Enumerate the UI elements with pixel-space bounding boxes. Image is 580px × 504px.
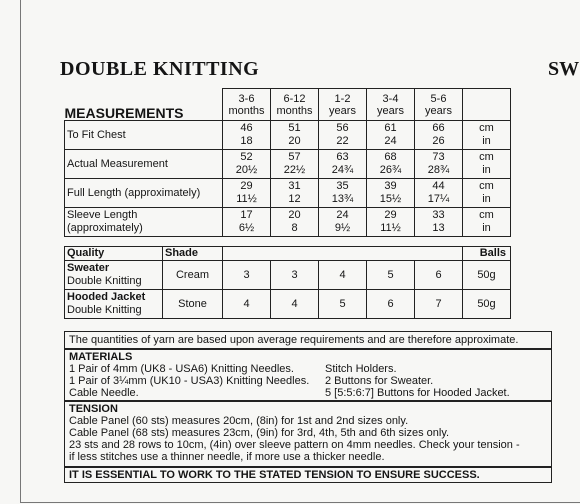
measurement-value: 39 15½ xyxy=(367,179,415,208)
unit-label: cm in xyxy=(463,121,511,150)
yarn-row xyxy=(65,290,511,319)
material-item: 1 Pair of 4mm (UK8 - USA6) Knitting Needles. xyxy=(69,363,294,375)
tension-line: Cable Panel (68 sts) measures 23cm, (9in) for 3rd, 4th, 5th and 6th sizes only. xyxy=(69,427,450,439)
yarn-balls-value: 7 xyxy=(415,290,463,319)
measurement-value: 20 8 xyxy=(271,208,319,237)
yarn-row xyxy=(65,261,511,290)
measurement-label: To Fit Chest xyxy=(65,121,223,150)
yarn-unit: 50g xyxy=(463,290,511,319)
balls-header: Balls xyxy=(463,247,511,261)
yarn-table xyxy=(64,246,511,319)
quality-header: Quality xyxy=(65,247,163,261)
yarn-shade: Cream xyxy=(163,261,223,290)
tension-box xyxy=(64,401,552,467)
unit-header xyxy=(463,89,511,121)
yarn-item-label: Sweater Double Knitting xyxy=(65,261,163,290)
measurement-value: 44 17¼ xyxy=(415,179,463,208)
material-item: Cable Needle. xyxy=(69,387,139,399)
measurement-row xyxy=(65,179,511,208)
measurement-row xyxy=(65,208,511,237)
page-title-right: SW xyxy=(548,58,580,80)
measurement-value: 31 12 xyxy=(271,179,319,208)
measurement-value: 24 9½ xyxy=(319,208,367,237)
size-header: 3-6 months xyxy=(223,89,271,121)
yarn-balls-value: 3 xyxy=(271,261,319,290)
tension-heading: TENSION xyxy=(69,403,118,415)
measurement-value: 63 24¾ xyxy=(319,150,367,179)
unit-label: cm in xyxy=(463,208,511,237)
yarn-unit: 50g xyxy=(463,261,511,290)
yarn-balls-value: 4 xyxy=(223,290,271,319)
measurement-value: 56 22 xyxy=(319,121,367,150)
materials-box xyxy=(64,349,552,401)
material-item: 2 Buttons for Sweater. xyxy=(325,375,434,387)
unit-label: cm in xyxy=(463,150,511,179)
materials-heading: MATERIALS xyxy=(69,351,133,363)
yarn-shade: Stone xyxy=(163,290,223,319)
measurement-value: 29 11½ xyxy=(367,208,415,237)
measurement-value: 51 20 xyxy=(271,121,319,150)
yarn-body xyxy=(65,261,511,319)
measurement-value: 61 24 xyxy=(367,121,415,150)
measurement-value: 66 26 xyxy=(415,121,463,150)
size-header: 6-12 months xyxy=(271,89,319,121)
measurement-row xyxy=(65,121,511,150)
yarn-balls-value: 3 xyxy=(223,261,271,290)
measurement-value: 68 26¾ xyxy=(367,150,415,179)
shade-header: Shade xyxy=(163,247,223,261)
size-header: 1-2 years xyxy=(319,89,367,121)
page-title: DOUBLE KNITTING xyxy=(60,58,260,80)
size-header: 5-6 years xyxy=(415,89,463,121)
measurement-row xyxy=(65,150,511,179)
yarn-balls-value: 6 xyxy=(367,290,415,319)
unit-label: cm in xyxy=(463,179,511,208)
measurement-value: 46 18 xyxy=(223,121,271,150)
yarn-item-label: Hooded Jacket Double Knitting xyxy=(65,290,163,319)
measurement-label: Full Length (approximately) xyxy=(65,179,223,208)
material-item: 1 Pair of 3¼mm (UK10 - USA3) Knitting Needles. xyxy=(69,375,310,387)
tension-warning: IT IS ESSENTIAL TO WORK TO THE STATED TENSION TO ENSURE SUCCESS. xyxy=(64,467,552,483)
measurement-label: Actual Measurement xyxy=(65,150,223,179)
size-header: 3-4 years xyxy=(367,89,415,121)
yarn-balls-value: 5 xyxy=(367,261,415,290)
yarn-balls-value: 5 xyxy=(319,290,367,319)
yarn-balls-value: 4 xyxy=(271,290,319,319)
yarn-balls-value: 4 xyxy=(319,261,367,290)
measurements-body xyxy=(65,121,511,237)
yarn-balls-value: 6 xyxy=(415,261,463,290)
measurements-table xyxy=(64,88,511,237)
material-item: Stitch Holders. xyxy=(325,363,397,375)
measurement-value: 33 13 xyxy=(415,208,463,237)
tension-line: Cable Panel (60 sts) measures 20cm, (8in) for 1st and 2nd sizes only. xyxy=(69,415,409,427)
material-item: 5 [5:5:6:7] Buttons for Hooded Jacket. xyxy=(325,387,510,399)
measurement-value: 29 11½ xyxy=(223,179,271,208)
tension-line: if less stitches use a thinner needle, if more use a thicker needle. xyxy=(69,451,385,463)
measurement-value: 57 22½ xyxy=(271,150,319,179)
measurement-value: 73 28¾ xyxy=(415,150,463,179)
measurement-value: 17 6½ xyxy=(223,208,271,237)
measurement-label: Sleeve Length (approximately) xyxy=(65,208,223,237)
measurements-heading: MEASUREMENTS xyxy=(64,105,184,121)
yarn-note: The quantities of yarn are based upon average requirements and are therefore approximate. xyxy=(64,331,552,349)
measurement-value: 35 13¾ xyxy=(319,179,367,208)
tension-line: 23 sts and 28 rows to 10cm, (4in) over sleeve pattern on 4mm needles. Check your tension - xyxy=(69,439,520,451)
measurement-value: 52 20½ xyxy=(223,150,271,179)
